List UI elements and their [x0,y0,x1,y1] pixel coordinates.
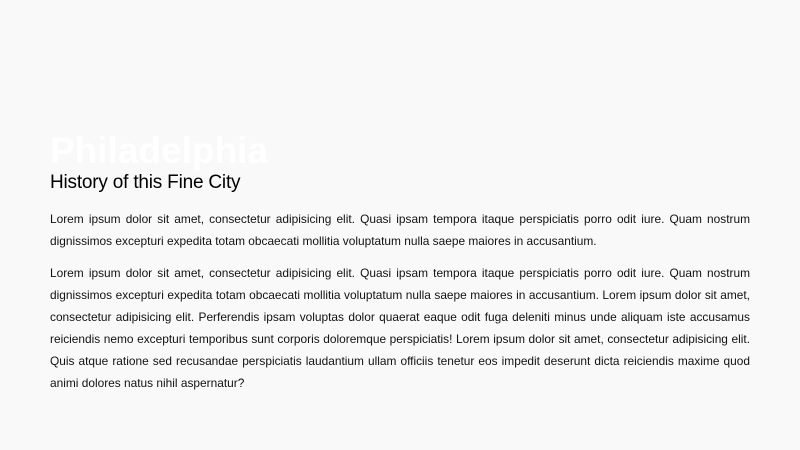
body-paragraph: Lorem ipsum dolor sit amet, consectetur adipisicing elit. Quasi ipsam tempora itaque perspiciatis porro odit iure. Quam nostrum dignissimos excepturi expedita totam obcaecati mollitia voluptatum nulla saepe maiores in accusantium. Lorem ipsum dolor sit amet, consectetur adipisicing elit. Perferendis ipsam voluptas dolor quaerat eaque odit fuga deleniti minus unde aliquam iste accusamus reiciendis nemo excepturi temporibus sunt corporis doloremque perspiciatis! Lorem ipsum dolor sit amet, consectetur adipisicing elit. Quis atque ratione sed recusandae perspiciatis laudantium ullam officiis tenetur eos impedit deserunt dicta reiciendis maxime quod animi dolores natus nihil aspernatur? [50,266,750,390]
intro-paragraph: Lorem ipsum dolor sit amet, consectetur adipisicing elit. Quasi ipsam tempora itaque perspiciatis porro odit iure. Quam nostrum dignissimos excepturi expedita totam obcaecati mollitia voluptatum nulla saepe maiores in accusantium. [50,212,750,248]
hero-title: Philadelphia [50,130,268,171]
section-title: History of this Fine City [50,172,241,193]
main-content [50,170,750,404]
